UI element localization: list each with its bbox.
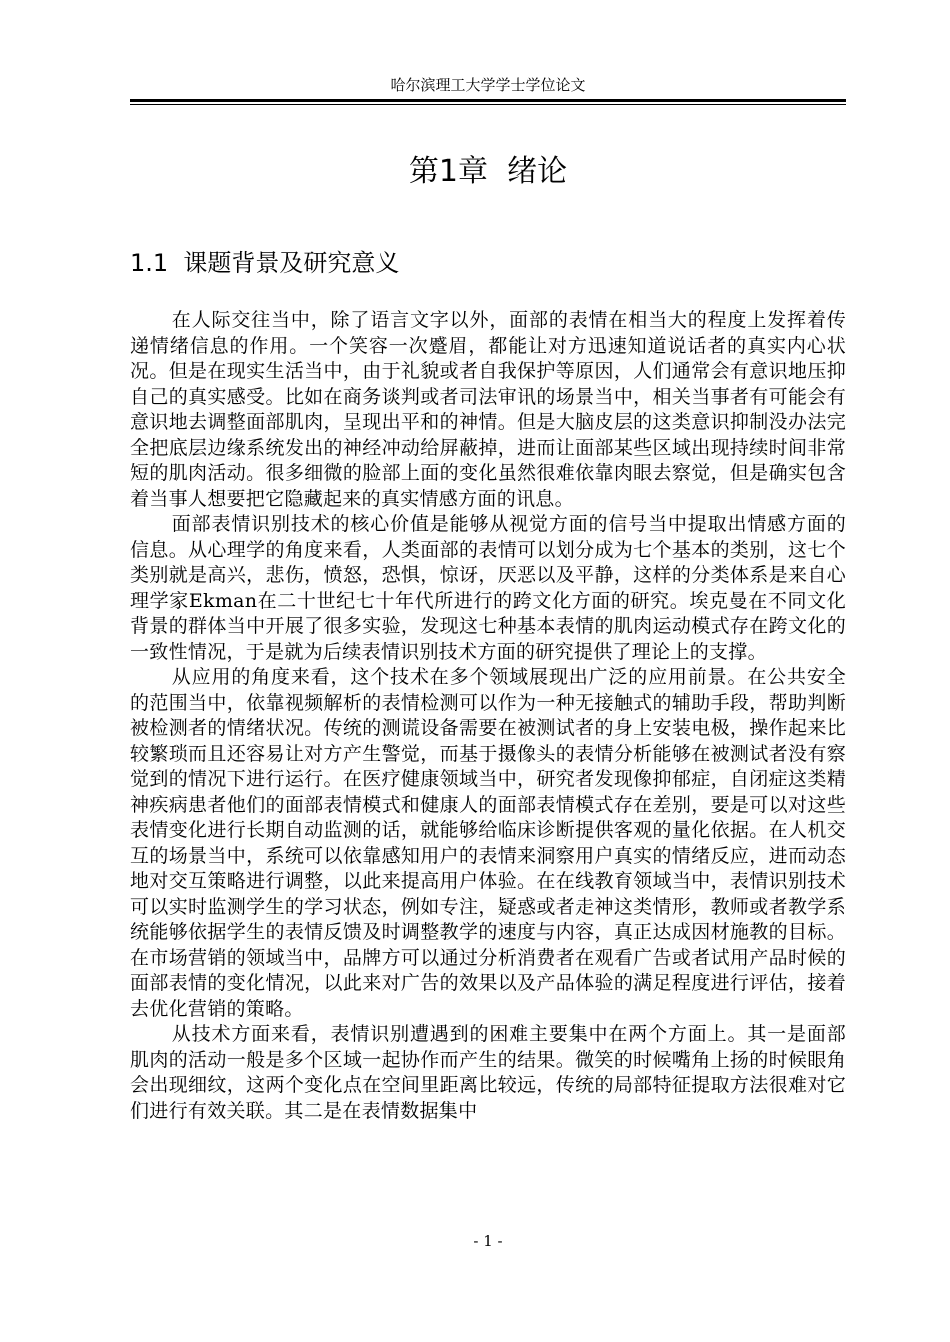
paragraph: 面部表情识别技术的核心价值是能够从视觉方面的信号当中提取出情感方面的信息。从心理学的角度来看，人类面部的表情可以划分成为七个基本的类别，这七个类别就是高兴，悲伤，愤怒，恐惧，惊讶，厌恶以及平静，这样的分类体系是来自心理学家Ekman在二十世纪七十年代所进行的跨文化方面的研究。埃克曼在不同文化背景的群体当中开展了很多实验，发现这七种基本表情的肌肉运动模式存在跨文化的一致性情况，于是就为后续表情识别技术方面的研究提供了理论上的支撑。	[130, 513, 846, 663]
body-text	[130, 308, 846, 1124]
paragraph: 在人际交往当中，除了语言文字以外，面部的表情在相当大的程度上发挥着传递情绪信息的作用。一个笑容一次蹙眉，都能让对方迅速知道说话者的真实内心状况。但是在现实生活当中，由于礼貌或者自我保护等原因，人们通常会有意识地压抑自己的真实感受。比如在商务谈判或者司法审讯的场景当中，相关当事者有可能会有意识地去调整面部肌肉，呈现出平和的神情。但是大脑皮层的这类意识抑制没办法完全把底层边缘系统发出的神经冲动给屏蔽掉，进而让面部某些区域出现持续时间非常短的肌肉活动。很多细微的脸部上面的变化虽然很难依靠肉眼去察觉，但是确实包含着当事人想要把它隐藏起来的真实情感方面的讯息。	[130, 309, 846, 510]
paragraph: 从应用的角度来看，这个技术在多个领域展现出广泛的应用前景。在公共安全的范围当中，依靠视频解析的表情检测可以作为一种无接触式的辅助手段，帮助判断被检测者的情绪状况。传统的测谎设备需要在被测试者的身上安装电极，操作起来比较繁琐而且还容易让对方产生警觉，而基于摄像头的表情分析能够在被测试者没有察觉到的情况下进行运行。在医疗健康领域当中，研究者发现像抑郁症，自闭症这类精神疾病患者他们的面部表情模式和健康人的面部表情模式存在差别，要是可以对这些表情变化进行长期自动监测的话，就能够给临床诊断提供客观的量化依据。在人机交互的场景当中，系统可以依靠感知用户的表情来洞察用户真实的情绪反应，进而动态地对交互策略进行调整，以此来提高用户体验。在在线教育领域当中，表情识别技术可以实时监测学生的学习状态，例如专注，疑惑或者走神这类情形，教师或者教学系统能够依据学生的表情反馈及时调整教学的速度与内容，真正达成因材施教的目标。在市场营销的领域当中，品牌方可以通过分析消费者在观看广告或者试用产品时候的面部表情的变化情况，以此来对广告的效果以及产品体验的满足程度进行评估，接着去优化营销的策略。	[130, 666, 846, 1020]
section-heading: 1.1 课题背景及研究意义	[130, 249, 400, 277]
paragraph: 从技术方面来看，表情识别遭遇到的困难主要集中在两个方面上。其一是面部肌肉的活动一般是多个区域一起协作而产生的结果。微笑的时候嘴角上扬的时候眼角会出现细纹，这两个变化点在空间里距离比较远，传统的局部特征提取方法很难对它们进行有效关联。其二是在表情数据集中	[130, 1023, 846, 1122]
chapter-title: 第1章 绪论	[408, 154, 568, 189]
header-rule-thin	[130, 104, 846, 105]
running-header: 哈尔滨理工大学学士学位论文	[390, 76, 586, 94]
page-number: - 1 -	[473, 1232, 503, 1250]
header-rule-thick	[130, 99, 846, 102]
